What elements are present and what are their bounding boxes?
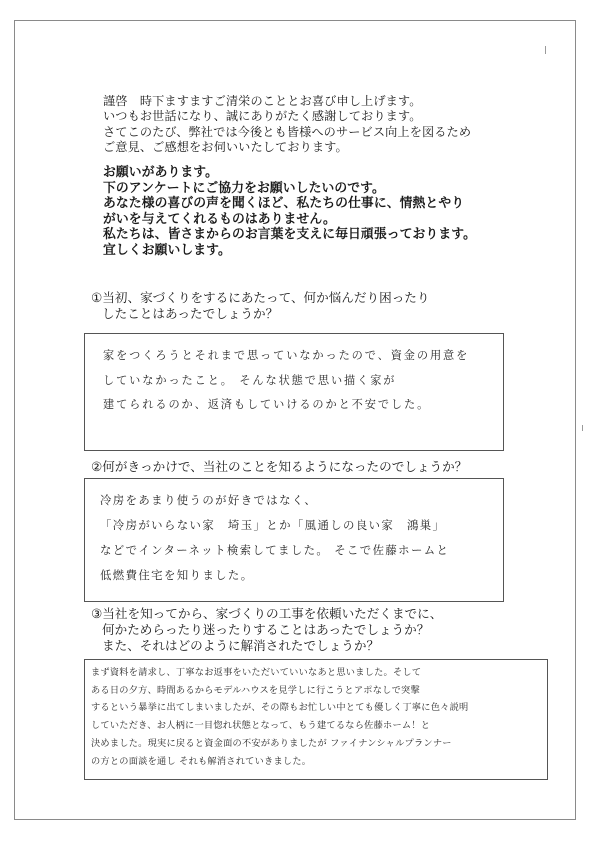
answer-3-line: ある日の夕方、時間あるからモデルハウスを見学しに行こうとアポなしで突撃: [91, 684, 420, 696]
request-line: 宜しくお願いします。: [103, 242, 231, 258]
answer-1-line: 家をつくろうとそれまで思っていなかったので、資金の用意を: [103, 349, 470, 362]
question-1: [91, 290, 551, 322]
request-line: 下のアンケートにご協力をお願いしたいのです。: [103, 180, 385, 196]
greeting-line: ご意見、ご感想をお伺いいたしております。: [103, 139, 348, 154]
answer-3-line: 決めました。現実に戻ると資金面の不安がありましたが ファイナンシャルプランナー: [91, 737, 452, 749]
answer-2-line: 「冷房がいらない家 埼玉」とか「風通しの良い家 鴻巣」: [100, 518, 446, 532]
request-line: お願いがあります。: [103, 165, 219, 180]
answer-3-line: の方との面談を通し それも解消されていきました。: [91, 755, 312, 767]
scan-mark: [545, 46, 546, 54]
request-line: がいを与えてくれるものはありません。: [103, 211, 336, 227]
answer-1: [103, 344, 469, 418]
question-3-line: ③当社を知ってから、家づくりの工事を依頼いただくまでに、: [91, 606, 443, 621]
question-2-line: ②何がきっかけで、当社のことを知るようになったのでしょうか？: [91, 459, 468, 474]
answer-2: [100, 488, 449, 588]
answer-3-line: するという暴挙に出てしまいましたが、その際もお忙しい中とても優しく丁寧に色々説明: [91, 702, 469, 714]
greeting-line: いつもお世話になり、誠にありがたく感謝しております。: [103, 109, 422, 124]
answer-3-line: まず資料を請求し、丁寧なお返事をいただいていいなあと思いました。そして: [91, 667, 422, 678]
question-3-line: 何かためらったり迷ったりすることはあったでしょうか？: [102, 622, 430, 638]
question-3-line: また、それはどのように解消されたでしょうか？: [102, 638, 380, 654]
greeting-line: 謹啓 時下ますますご清栄のこととお喜び申し上げます。: [103, 94, 422, 108]
answer-2-line: 冷房をあまり使うのが好きではなく、: [100, 493, 318, 507]
question-2: [91, 459, 551, 475]
request-line: あなた様の喜びの声を聞くほど、私たちの仕事に、情熱とやり: [103, 196, 465, 212]
question-3: [91, 606, 551, 655]
request-paragraph: [103, 165, 523, 259]
answer-1-line: していなかったこと。 そんな状態で思い描く家が: [103, 373, 397, 387]
answer-2-line: 低燃費住宅を知りました。: [100, 568, 254, 582]
scan-mark: [582, 425, 583, 431]
greeting-paragraph: [103, 94, 503, 155]
request-line: 私たちは、皆さまからのお言葉を支えに毎日頑張っております。: [103, 227, 476, 243]
answer-1-line: 建てられるのか、返済もしていけるのかと不安でした。: [103, 398, 431, 411]
answer-3: [91, 664, 469, 770]
answer-2-line: などでインターネット検索してました。 そこで佐藤ホームと: [100, 543, 450, 557]
answer-3-line: していただき、お人柄に一目惚れ状態となって、もう建てるなら佐藤ホーム！と: [91, 720, 431, 732]
question-1-line: ①当初、家づくりをするにあたって、何か悩んだり困ったり: [91, 290, 430, 305]
greeting-line: さてこのたび、弊社では今後とも皆様へのサービス向上を図るため: [103, 124, 472, 139]
question-1-line: したことはあったでしょうか？: [102, 306, 279, 322]
